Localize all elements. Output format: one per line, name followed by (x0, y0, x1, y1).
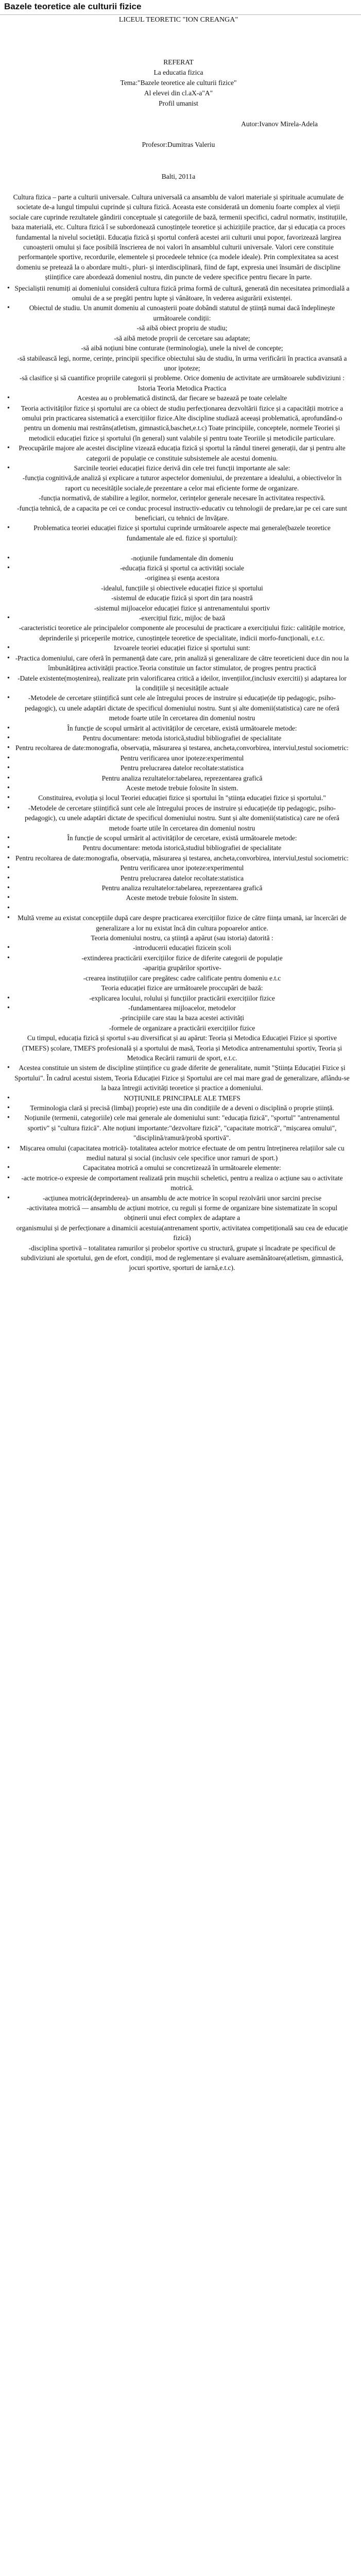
list-item: • -Practica domeniului, care oferă în permanență date care, prin analiză și generalizare de către teoreticieni duce din nou la îmbunătățirea activității practice.Teoria constituie un factor stimulator, de progres pentru practică (7, 653, 350, 673)
list-item: • Teoria activităților fizice și sportului are ca obiect de studiu perfecționarea dezvoltării fizice și a capacității motrice a omului prin practicarea sistematică a exercițiilor fizice.Alte discipline studiază aceeași problematică, aprofundând-o pentru un domeniu mai restrâns(atletism, gimnastică,baschet,e.t.c) Toate principiile, conceptele, normele Teoriei și metodicii educației fizice și sportului (în general) sunt valabile și pentru toate Teoriile și metodicile particulare. (7, 403, 350, 444)
list-item: • -noțiunile fundamentale din domeniu (7, 553, 350, 563)
content-list (7, 283, 350, 1273)
list-item: • Specialiștii renumiți ai domeniului consideră cultura fizică prima formă de cultură, generată din necesitatea primordială a omului de a se pregăti pentru lupte și vânătoare, în vederea asigurării existenței. (7, 283, 350, 303)
list-item: • Multă vreme au existat concepțiile după care despre practicarea exercițiilor fizice de către ființa umană, iar încercări de generalizare a lor nu existat încă din cultura popoarelor antice. (7, 913, 350, 933)
list-item: • Obiectul de studiu. Un anumit domeniu al cunoașterii poate dobândi statutul de știință numai dacă îndeplinește următoarele condiții: (7, 303, 350, 323)
list-item: Teoria domeniului nostru, ca știință a apărut (sau istoria) datorită : (91, 934, 273, 942)
list-item: • Pentru documentare: metoda istorică,studiul bibliografiei de specialitate (7, 733, 350, 743)
list-item: • În funcție de scopul urmărit al activităților de cercetare, există următoarele metode: (7, 833, 350, 843)
list-item: • -exercițiul fizic, mijloc de bază (7, 613, 350, 623)
list-item: • Pentru documentare: metoda istorică,studiul bibliografiei de specialitate (7, 843, 350, 853)
list-item: • -Datele existente(moștenirea), realizate prin valorificarea critică a ideilor, invențiilor,(inclusiv exercitii) și adaptarea lor la condițiile și necesitățile actuale (7, 673, 350, 693)
list-item (7, 543, 350, 553)
list-item: • NOȚIUNILE PRINCIPALE ALE TMEFS (7, 1093, 350, 1103)
list-item: • Aceste metode trebuie folosite în sistem. (7, 893, 350, 903)
theme: Tema:"Bazele teoretice ale culturii fizice" (120, 79, 237, 87)
list-item: -activitatea motrică — ansamblu de acțiuni motrice, cu reguli și forme de organizare bine sistematizate în scopul obținerii unui efect complex de adaptare a (26, 1204, 338, 1222)
list-item: • Izvoarele teoriei educației fizice și sportului sunt: (7, 643, 350, 653)
list-item: -sistemul mijloacelor educației fizice și antrenamentului sportiv (94, 604, 270, 612)
list-item (7, 903, 350, 913)
list-item: • Noțiunile (termenii, categoriile) cele mai generale ale domeniului sunt: "educația fizică", "sportul" "antrenamentul sportiv" și "cultura fizică". Alte noțiuni importante:"dezvoltare fizică", "capacitate motrică", "mișcarea omului", "disciplină/ramură/probă sportivă". (7, 1113, 350, 1143)
list-item: • Pentru analiza rezultatelor:tabelarea, reprezentarea grafică (7, 883, 350, 893)
list-item: • Terminologia clară și precisă (limbaj) proprie) este una din condițiile de a deveni o disciplină o proprie știință. (7, 1103, 350, 1113)
list-item: -să aibă obiect propriu de studiu; (136, 324, 228, 332)
list-item: • Pentru verificarea unor ipoteze:experimentul (7, 753, 350, 763)
list-item: -caracteristici teoretice ale principalelor componente ale procesului de practicare a exercițiului fizic: calitățile motrice, deprinderile și priceperile motrice, cunoștințele teoretice de specialitate, indicii morfo-funcționali, e.t.c. (19, 624, 346, 642)
document-body (0, 16, 361, 1278)
list-item: • Pentru prelucrarea datelor recoltate:statistica (7, 763, 350, 773)
list-item: -să clasifice și să cuantifice propriile categorii și probleme. Orice domeniu de activitate are următoarele subdiviziuni : (20, 374, 345, 382)
list-item: -funcția tehnică, de a capacita pe cei ce conduc procesul instructiv-educativ cu tehnologii de predare,iar pe cei care sunt beneficiari, cu tehnici de învățare. (17, 504, 347, 522)
list-item: • Preocupările majore ale acestei discipline vizează educația fizică și sportul la rândul tinerei generații, dar și pentru alte categorii de populație ce constituie subsistemele ale acestui domeniu. (7, 443, 350, 463)
subject: La educatia fizica (153, 69, 203, 76)
teacher: Profesor:Dumitras Valeriu (142, 141, 215, 148)
list-item: -să aibă noțiuni bine conturate (terminologia), unele la nivel de concepte; (81, 344, 283, 352)
list-item: organismului și de perfecționare a dinamicii acestuia(antrenament sportiv, activitatea competițională sau cea de educație fizică) (16, 1224, 348, 1242)
school-name: LICEUL TEORETIC "ION CREANGA" (118, 16, 238, 24)
student: Al elevei din cl.aX-a"A" (144, 89, 213, 97)
list-item: • Pentru recoltarea de date:monografia, observația, măsurarea și testarea, ancheta,convorbirea, interviul,testul sociometric: (7, 853, 350, 863)
author: Autor:Ivanov Mirela-Adela (241, 120, 318, 128)
list-item: -originea și esența acestora (145, 574, 219, 582)
cover-block (7, 57, 350, 109)
place-year: Balti, 2011a (161, 173, 196, 180)
list-item: -principiile care stau la baza acestei activități (120, 1014, 244, 1022)
list-item: -idealul, funcțiile și obiectivele educației fizice și sportului (101, 584, 263, 592)
list-item: • Sarcinile teoriei educației fizice derivă din cele trei funcții importante ale sale: (7, 463, 350, 473)
list-item: -disciplina sportivă – totalitatea ramurilor și probelor sportive cu structură, grupate și încadrate pe specificul de subdiviziuni ale sportului, gen de efort, condiții, mod de reglementare și evaluare asemănătoare(atletism, gimnastică, jocuri sportive, sporturi de iarnă,e.t.c). (21, 1244, 343, 1272)
list-item: • Pentru prelucrarea datelor recoltate:statistica (7, 873, 350, 883)
doc-type: REFERAT (163, 58, 194, 66)
list-item: -funcția cognitivă,de analiză și explicare a tuturor aspectelor domeniului, de prezentare a idealului, a obiectivelor în raport cu necesitățile sociale,de prezentare a celor mai eficiente forme de organizare. (22, 474, 342, 492)
list-item: • -explicarea locului, rolului și funcțiilor practicării exercițiilor fizice (7, 993, 350, 1003)
list-item: • -Metodele de cercetare științifică sunt cele ale întregului proces de instruire și educație(de tip pedagogic, psiho-pedagogic), cu unele adaptări dictate de specificul domeniului nostru. Sunt și alte domenii(statistica) care ne oferă metode foarte utile în cercetarea din domeniul nostru (7, 803, 350, 833)
list-item: -formele de organizare a practicării exercițiilor fizice (109, 1024, 255, 1032)
document-title: Bazele teoretice ale culturii fizice (4, 2, 142, 11)
list-item: • Pentru recoltarea de date:monografia, observația, măsurarea și testarea, ancheta,convorbirea, interviul,testul sociometric: (7, 743, 350, 753)
list-item: • Pentru verificarea unor ipoteze:experimentul (7, 863, 350, 873)
list-item: Istoria Teoria Metodica Practica (137, 384, 227, 392)
list-item: Teoria educației fizice are următoarele proccupări de bază: (101, 984, 263, 992)
list-item: • -acțiunea motrică(deprinderea)- un ansamblu de acte motrice în scopul rezolvării unor sarcini precise (7, 1193, 350, 1203)
list-item: • În funcție de scopul urmărit al activităților de cercetare, există următoarele metode: (7, 723, 350, 733)
list-item: • Mișcarea omului (capacitatea motrică)- totalitatea actelor motrice efectuate de om pentru întreținerea relațiilor sale cu mediul natural și social (inclusiv cele specifice unor ramuri de sport.) (7, 1143, 350, 1163)
list-item: Cu timpul, educația fizică și sportul s-au diversificat și au apărut: Teoria și Metodica Educației Fizice și sportive (TMEFS) școlare, TMEFS profesională și a sportului de masă, Teoria și Metodica antrenamentului sportiv, Teoria și Metodica Recării ramurii de sport, e.t.c. (22, 1034, 342, 1062)
list-item: • -acte motrice-o expresie de comportament realizată prin mușchii scheletici, pentru a realiza o acțiune sau o activitate motrică. (7, 1173, 350, 1193)
document-header (0, 0, 361, 15)
list-item: -funcția normativă, de stabilire a legilor, normelor, cerințelor generale necesare în activitatea respectivă. (39, 494, 325, 502)
list-item: • -educația fizică și sportul ca activități sociale (7, 563, 350, 573)
list-item: • -extinderea practicării exercițiilor fizice de diferite categorii de populație (7, 953, 350, 963)
list-item: • -fundamentarea mijloacelor, metodelor (7, 1003, 350, 1013)
list-item: • Problematica teoriei educației fizice și sportului cuprinde următoarele aspecte mai generale(bazele teoretice fundamentale ale ed. fizice și sportului): (7, 523, 350, 543)
list-item: • Acestea constituie un sistem de discipline științifice cu grade diferite de generalitate, numit "Știința Educației Fizice și Sportului". În cadrul acestui sistem, Teoria Educației Fizice și Sportului are cel mai mare grad de generalizare, aflându-se la baza întregii activități teoretice și practice a domeniului. (7, 1063, 350, 1093)
profile: Profil umanist (159, 99, 198, 107)
list-item: • -introducerii educației fizicein școli (7, 943, 350, 953)
list-item: • Aceste metode trebuie folosite în sistem. (7, 783, 350, 793)
list-item: • Capacitatea motrică a omului se concretizează în următoarele elemente: (7, 1163, 350, 1173)
list-item: • Constituirea, evoluția și locul Teoriei educației fizice și sportului în "știința educației fizice și sportului." (7, 793, 350, 803)
list-item: -crearea instituțiilor care pregătesc cadre calificate pentru domeniu e.t.c (83, 974, 281, 982)
list-item: -sistemul de educație fizică și sport din țara noastră (111, 594, 253, 602)
list-item: • -Metodele de cercetare științifică sunt cele ale întregului proces de instruire și educație(de tip pedagogic, psiho-pedagogic), cu unele adaptări dictate de specificul domeniului nostru. Sunt și alte domenii(statistica) care ne oferă metode foarte utile în cercetarea din domeniul nostru (7, 693, 350, 723)
list-item: -apariția grupărilor sportive- (143, 964, 221, 972)
list-item: • Acestea au o problematică distinctă, dar fiecare se bazează pe toate celelalte (7, 393, 350, 403)
list-item: -să aibă metode proprii de cercetare sau adaptate; (114, 334, 250, 342)
list-item: • Pentru analiza rezultatelor:tabelarea, reprezentarea grafică (7, 773, 350, 783)
intro-paragraph: Cultura fizica – parte a culturii universale. Cultura universală ca ansamblu de valori materiale și spirituale acumulate de societate de-a lungul timpului cuprinde și cultura fizică. Aceasta este considerată un domeniu foarte complex al vieții sociale care cuprinde rezultatele gândirii conceptuale și categoriile de bază, termenii specifici, cadrul normativ, instituțiile, baza materială, etc. Cultura fizică î se subordonează cunoștințele teoretice și achizițiile practice, dar și educația ca proces fundamental la nivelul societății. Educația fizică și sportul conferă acestei arii culturii unui popor, favorizează largirea cunoașterii omului și face posibilă înscrierea de noi valori în ansamblul culturii universale. Valori cere constituie performanțele sportive, recordurile, elementele și procedeele tehnice (ca modele ideale). Prin complexitatea sa acest domeniu se pretează la o abordare multi-, pluri- și interdisciplinară, fiind de fapt, expresia unei însumări de discipline științifice care abordează domeniul nostru, din puncte de vedere specifice pentru fiecare în parte. (9, 193, 348, 281)
list-item: -să stabilească legi, norme, cerințe, principii specifice obiectului său de studiu, în urma verificării în practica avansată a unor ipoteze; (17, 354, 347, 372)
